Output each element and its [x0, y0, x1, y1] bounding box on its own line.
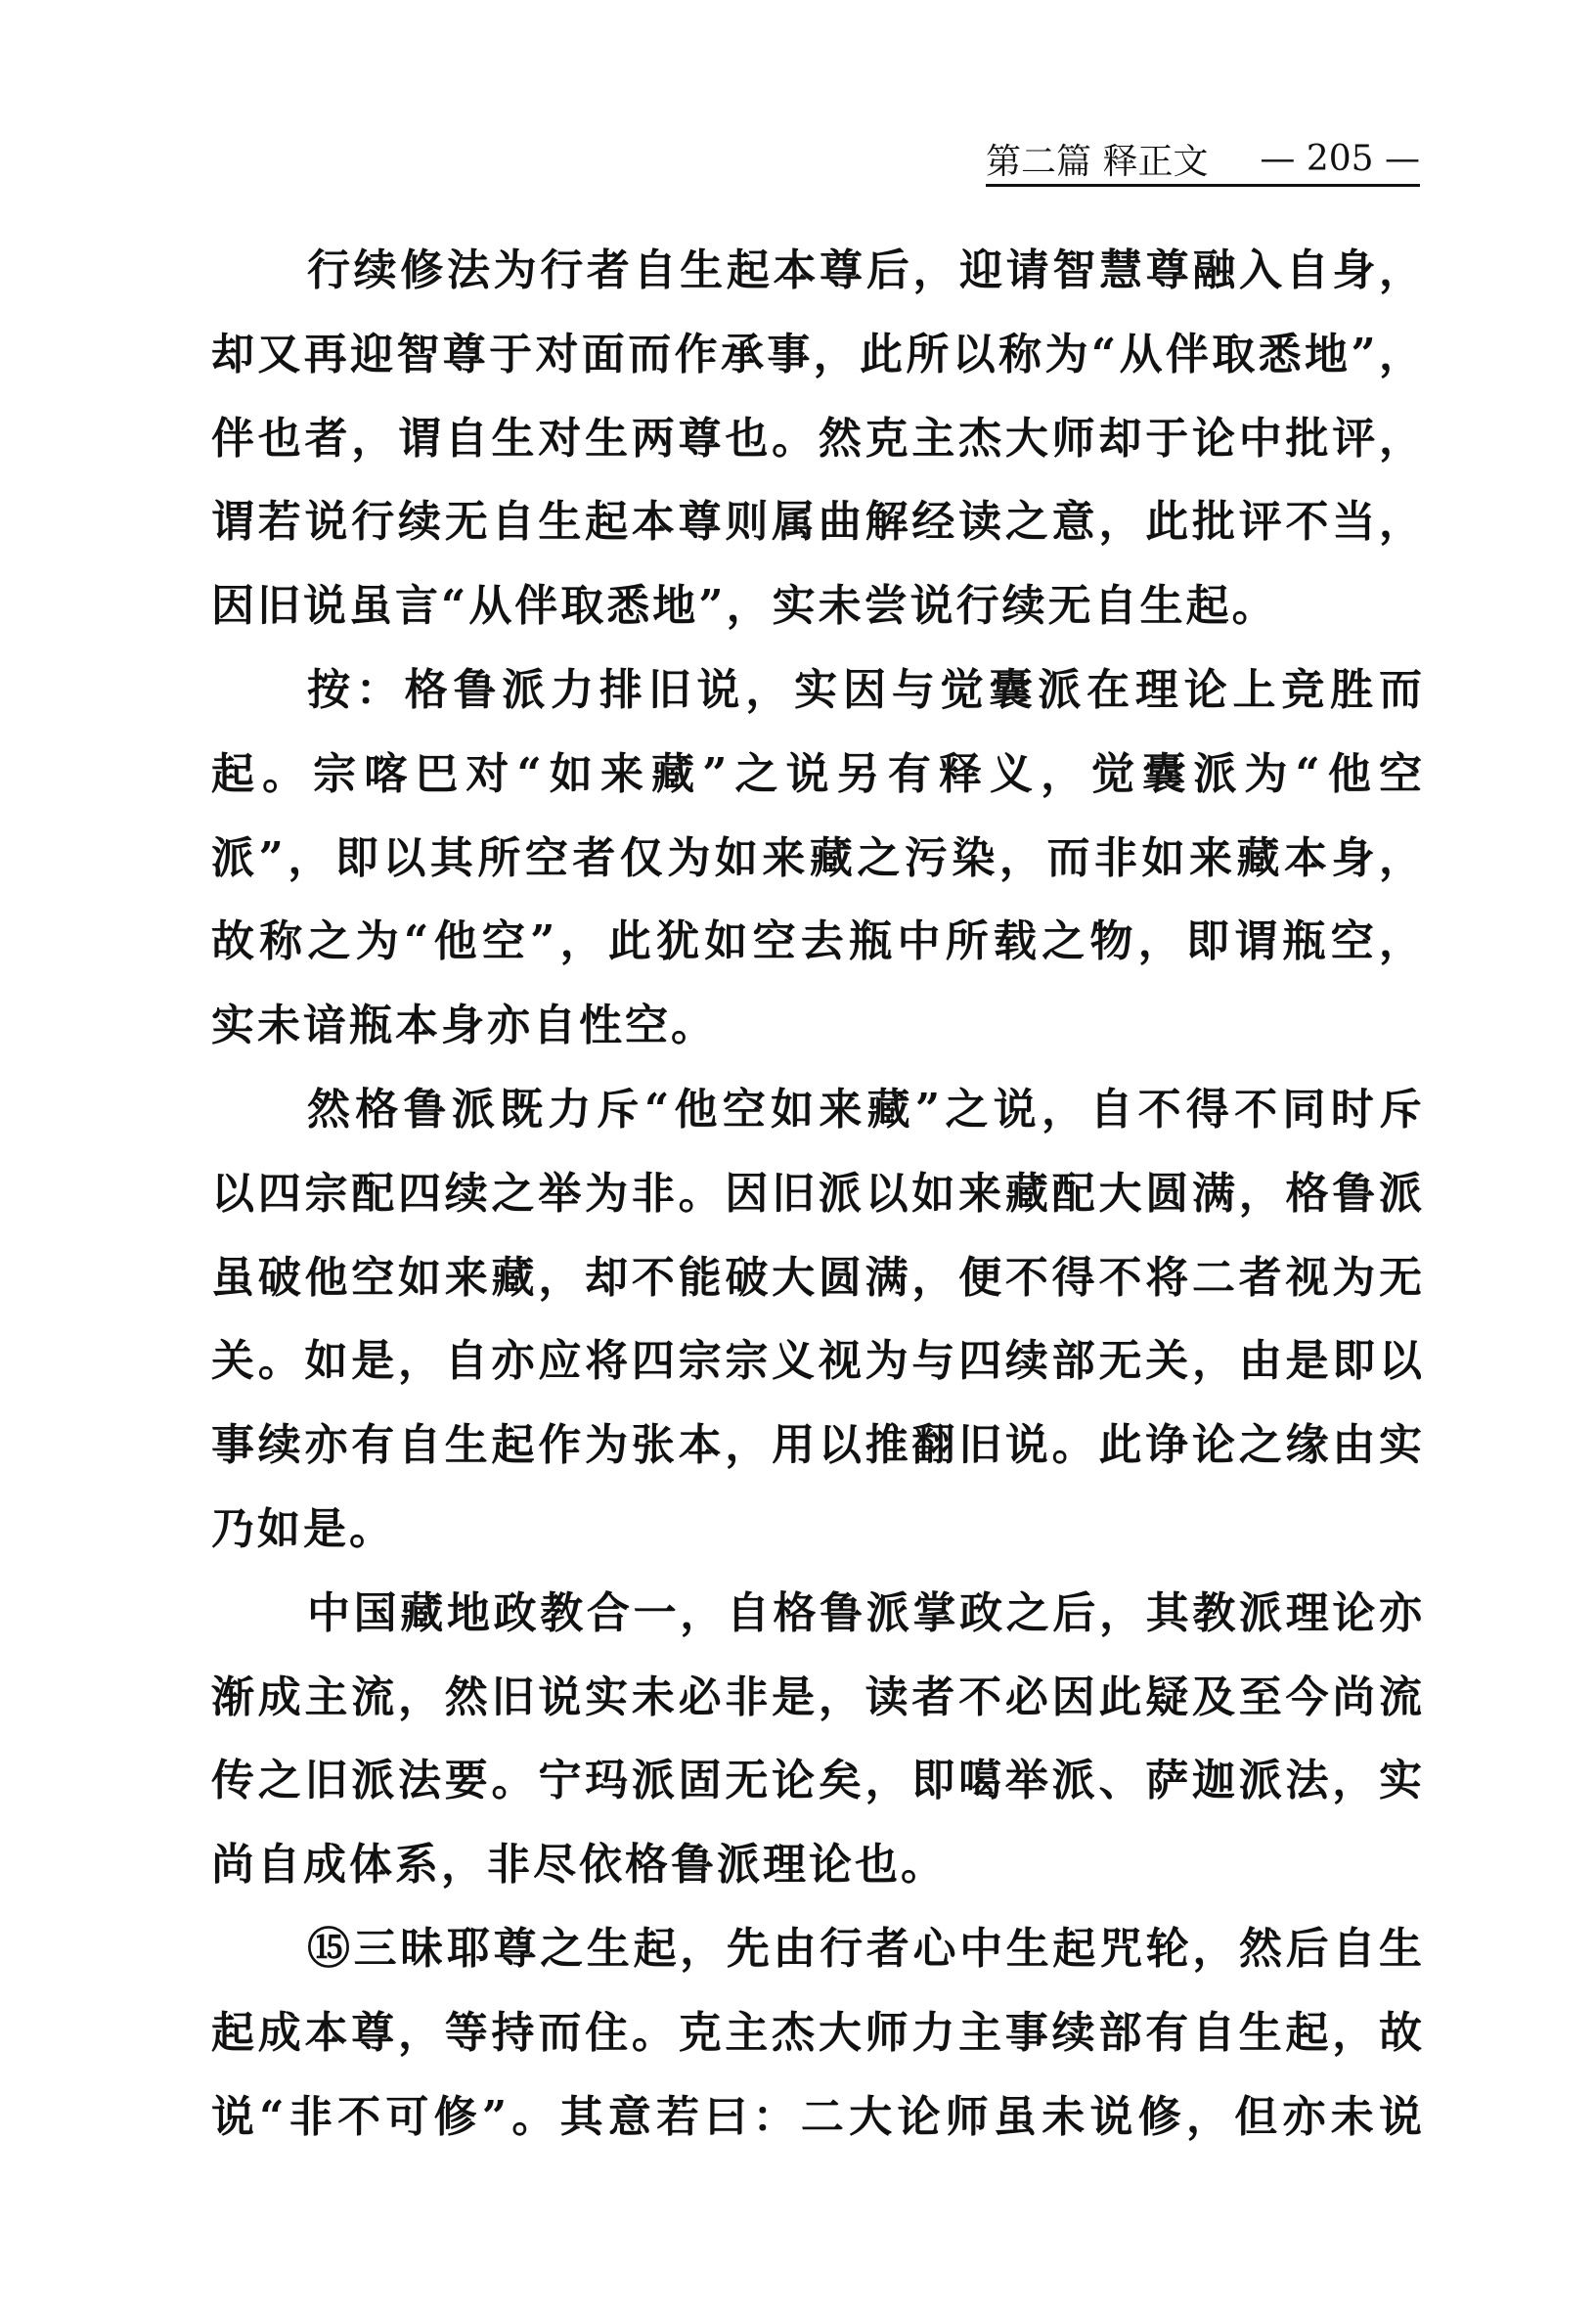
text-line: 渐成主流，然旧说实未必非是，读者不必因此疑及至今尚流	[211, 1671, 1422, 1722]
text-line: 故称之为“他空”，此犹如空去瓶中所载之物，即谓瓶空，	[211, 916, 1422, 967]
text-line: ⑮三昧耶尊之生起，先由行者心中生起咒轮，然后自生	[307, 1923, 1422, 1974]
text-line: 中国藏地政教合一，自格鲁派掌政之后，其教派理论亦	[307, 1587, 1422, 1638]
text-line: 因旧说虽言“从伴取悉地”，实未尝说行续无自生起。	[211, 581, 1278, 632]
text-line: 然格鲁派既力斥“他空如来藏”之说，自不得不同时斥	[307, 1084, 1422, 1135]
body-text	[211, 229, 1422, 2159]
text-line: 关。如是，自亦应将四宗宗义视为与四续部无关，由是即以	[211, 1336, 1422, 1387]
text-line: 传之旧派法要。宁玛派固无论矣，即噶举派、萨迦派法，实	[211, 1756, 1422, 1806]
text-line: 却又再迎智尊于对面而作承事，此所以称为“从伴取悉地”，	[211, 329, 1422, 379]
text-line: 尚自成体系，非尽依格鲁派理论也。	[211, 1840, 947, 1891]
paragraph	[211, 1572, 1422, 1907]
running-header	[986, 133, 1420, 187]
page-number: — 205 —	[1260, 138, 1420, 179]
text-line: 起。宗喀巴对“如来藏”之说另有释义，觉囊派为“他空	[211, 748, 1422, 799]
text-line: 谓若说行续无自生起本尊则属曲解经读之意，此批评不当，	[211, 497, 1422, 548]
chapter-title: 第二篇 释正文	[986, 141, 1209, 182]
paragraph	[211, 1907, 1422, 2159]
text-line: 实未谙瓶本身亦自性空。	[211, 1001, 717, 1051]
paragraph	[211, 648, 1422, 1068]
text-line: 说“非不可修”。其意若曰：二大论师虽未说修，但亦未说	[211, 2091, 1422, 2142]
text-line: 行续修法为行者自生起本尊后，迎请智慧尊融入自身，	[307, 245, 1422, 295]
text-line: 乃如是。	[211, 1503, 395, 1554]
text-line: 派”，即以其所空者仅为如来藏之污染，而非如来藏本身，	[211, 832, 1422, 883]
text-line: 按：格鲁派力排旧说，实因与觉囊派在理论上竞胜而	[307, 664, 1422, 715]
text-line: 虽破他空如来藏，却不能破大圆满，便不得不将二者视为无	[211, 1252, 1422, 1303]
text-line: 起成本尊，等持而住。克主杰大师力主事续部有自生起，故	[211, 2007, 1422, 2058]
paragraph	[211, 1068, 1422, 1572]
paragraph	[211, 229, 1422, 648]
text-line: 伴也者，谓自生对生两尊也。然克主杰大师却于论中批评，	[211, 413, 1422, 464]
text-line: 事续亦有自生起作为张本，用以推翻旧说。此诤论之缘由实	[211, 1420, 1422, 1471]
text-line: 以四宗配四续之举为非。因旧派以如来藏配大圆满，格鲁派	[211, 1168, 1422, 1219]
